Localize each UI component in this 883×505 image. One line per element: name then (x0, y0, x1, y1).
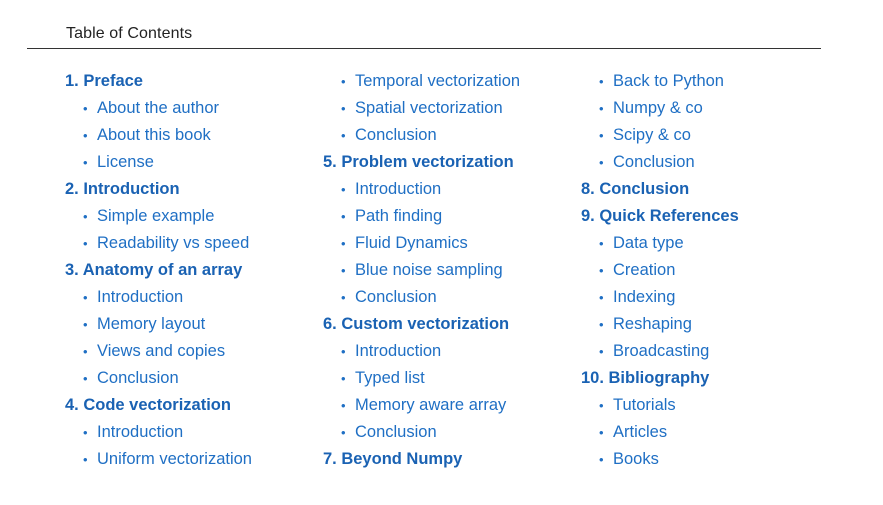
toc-section-item (581, 176, 739, 203)
bullet-icon: • (83, 290, 88, 305)
toc-subsection-link[interactable]: Books (613, 450, 659, 468)
toc-subsection-item (581, 68, 739, 95)
toc-title: Table of Contents (66, 25, 193, 42)
toc-subsection-link[interactable]: Numpy & co (613, 99, 703, 117)
toc-section-link[interactable]: 1. Preface (65, 72, 143, 90)
toc-section-link[interactable]: 6. Custom vectorization (323, 315, 510, 333)
toc-subsection-item (65, 311, 252, 338)
toc-subsection-link[interactable]: Conclusion (355, 288, 437, 306)
bullet-icon: • (83, 371, 88, 386)
toc-subsection-item (323, 257, 520, 284)
toc-subsection-link[interactable]: Introduction (97, 423, 184, 441)
toc-subsection-item (65, 338, 252, 365)
bullet-icon: • (83, 209, 88, 224)
bullet-icon: • (341, 74, 346, 89)
toc-subsection-item (65, 230, 252, 257)
bullet-icon: • (83, 236, 88, 251)
toc-section-link[interactable]: 9. Quick References (581, 207, 739, 225)
bullet-icon: • (341, 128, 346, 143)
toc-section-link[interactable]: 3. Anatomy of an array (65, 261, 243, 279)
toc-subsection-item (65, 149, 252, 176)
bullet-icon: • (83, 425, 88, 440)
toc-subsection-link[interactable]: Memory aware array (355, 396, 507, 414)
bullet-icon: • (341, 209, 346, 224)
toc-subsection-item (581, 122, 739, 149)
toc-subsection-link[interactable]: Temporal vectorization (355, 72, 521, 90)
toc-subsection-link[interactable]: Conclusion (355, 423, 437, 441)
bullet-icon: • (599, 398, 604, 413)
toc-subsection-item (65, 122, 252, 149)
toc-subsection-item (323, 230, 520, 257)
toc-section-item (581, 203, 739, 230)
toc-section-link[interactable]: 4. Code vectorization (65, 396, 231, 414)
toc-subsection-link[interactable]: Introduction (355, 342, 442, 360)
toc-subsection-link[interactable]: Simple example (97, 207, 215, 225)
bullet-icon: • (599, 452, 604, 467)
toc-subsection-link[interactable]: Spatial vectorization (355, 99, 503, 117)
bullet-icon: • (83, 344, 88, 359)
bullet-icon: • (83, 101, 88, 116)
toc-subsection-link[interactable]: Data type (613, 234, 684, 252)
bullet-icon: • (599, 155, 604, 170)
toc-section-link[interactable]: 8. Conclusion (581, 180, 690, 198)
bullet-icon: • (341, 236, 346, 251)
toc-section-link[interactable]: 5. Problem vectorization (323, 153, 514, 171)
toc-subsection-item (323, 95, 520, 122)
toc-subsection-item (323, 203, 520, 230)
toc-section-link[interactable]: 7. Beyond Numpy (323, 450, 463, 468)
toc-subsection-link[interactable]: Views and copies (97, 342, 226, 360)
toc-subsection-link[interactable]: Creation (613, 261, 676, 279)
toc-subsection-link[interactable]: Tutorials (613, 396, 676, 414)
toc-subsection-item (323, 122, 520, 149)
toc-subsection-item (581, 446, 739, 473)
toc-subsection-item (65, 284, 252, 311)
toc-subsection-link[interactable]: Uniform vectorization (97, 450, 252, 468)
toc-subsection-item (323, 419, 520, 446)
toc-column-2 (323, 68, 520, 473)
toc-section-item (65, 392, 252, 419)
toc-section-item (323, 149, 520, 176)
toc-subsection-link[interactable]: Path finding (355, 207, 443, 225)
bullet-icon: • (599, 425, 604, 440)
bullet-icon: • (599, 236, 604, 251)
bullet-icon: • (599, 263, 604, 278)
toc-subsection-link[interactable]: Scipy & co (613, 126, 691, 144)
bullet-icon: • (341, 101, 346, 116)
toc-subsection-item (581, 149, 739, 176)
bullet-icon: • (341, 182, 346, 197)
toc-subsection-item (581, 284, 739, 311)
bullet-icon: • (341, 290, 346, 305)
toc-subsection-link[interactable]: Reshaping (613, 315, 692, 333)
bullet-icon: • (599, 74, 604, 89)
bullet-icon: • (83, 452, 88, 467)
bullet-icon: • (599, 344, 604, 359)
toc-subsection-link[interactable]: Broadcasting (613, 342, 710, 360)
bullet-icon: • (83, 317, 88, 332)
toc-subsection-link[interactable]: Introduction (97, 288, 184, 306)
bullet-icon: • (599, 101, 604, 116)
toc-subsection-item (65, 419, 252, 446)
toc-subsection-link[interactable]: Memory layout (97, 315, 206, 333)
bullet-icon: • (341, 398, 346, 413)
toc-subsection-item (581, 95, 739, 122)
toc-subsection-link[interactable]: Fluid Dynamics (355, 234, 468, 252)
toc-section-item (323, 446, 520, 473)
toc-header (27, 16, 821, 49)
toc-subsection-item (581, 419, 739, 446)
toc-subsection-link[interactable]: License (97, 153, 154, 171)
toc-subsection-item (65, 95, 252, 122)
toc-section-item (65, 257, 252, 284)
toc-subsection-item (581, 257, 739, 284)
toc-section-link[interactable]: 10. Bibliography (581, 369, 710, 387)
bullet-icon: • (599, 290, 604, 305)
toc-subsection-link[interactable]: Typed list (355, 369, 425, 387)
toc-column-1 (65, 68, 252, 473)
toc-subsection-link[interactable]: Readability vs speed (97, 234, 250, 252)
toc-subsection-item (323, 365, 520, 392)
toc-subsection-item (323, 284, 520, 311)
bullet-icon: • (341, 263, 346, 278)
bullet-icon: • (83, 155, 88, 170)
toc-subsection-link[interactable]: Articles (613, 423, 668, 441)
toc-section-item (581, 365, 739, 392)
toc-subsection-item (581, 230, 739, 257)
toc-section-link[interactable]: 2. Introduction (65, 180, 180, 198)
toc-section-item (323, 311, 520, 338)
toc-subsection-item (323, 176, 520, 203)
toc-subsection-item (65, 203, 252, 230)
toc-subsection-item (65, 365, 252, 392)
toc-subsection-link[interactable]: Conclusion (355, 126, 437, 144)
toc-subsection-link[interactable]: Conclusion (97, 369, 179, 387)
toc-column-3 (581, 68, 739, 473)
toc-section-item (65, 176, 252, 203)
toc-subsection-link[interactable]: About this book (97, 126, 211, 144)
toc-subsection-item (65, 446, 252, 473)
bullet-icon: • (599, 317, 604, 332)
toc-subsection-item (323, 338, 520, 365)
toc-section-item (65, 68, 252, 95)
bullet-icon: • (341, 344, 346, 359)
toc-subsection-link[interactable]: About the author (97, 99, 220, 117)
toc-subsection-link[interactable]: Conclusion (613, 153, 695, 171)
toc-subsection-item (581, 392, 739, 419)
bullet-icon: • (599, 128, 604, 143)
toc-subsection-item (323, 392, 520, 419)
toc-subsection-link[interactable]: Blue noise sampling (355, 261, 503, 279)
toc-subsection-link[interactable]: Back to Python (613, 72, 724, 90)
toc-subsection-item (581, 311, 739, 338)
toc-subsection-link[interactable]: Introduction (355, 180, 442, 198)
toc-subsection-item (581, 338, 739, 365)
toc-subsection-link[interactable]: Indexing (613, 288, 676, 306)
toc-columns (0, 68, 883, 488)
bullet-icon: • (341, 425, 346, 440)
bullet-icon: • (341, 371, 346, 386)
bullet-icon: • (83, 128, 88, 143)
toc-subsection-item (323, 68, 520, 95)
